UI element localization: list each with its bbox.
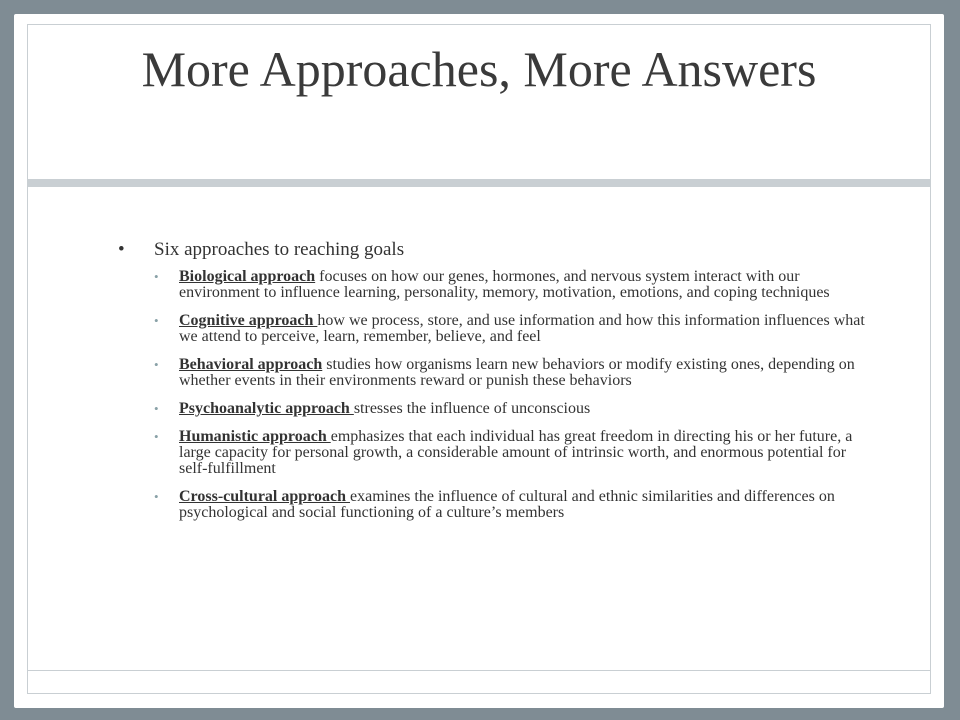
- sub-bullet-icon: •: [154, 357, 159, 372]
- approach-term: Psychoanalytic approach: [179, 400, 354, 417]
- list-item: [154, 401, 878, 417]
- approach-description: examines the influence of cultural and ethnic similarities and differences on psychological and social functioning of a culture’s members: [179, 488, 835, 521]
- sub-bullet-icon: •: [154, 489, 159, 504]
- sub-bullet-icon: •: [154, 401, 159, 416]
- list-item: [154, 489, 878, 521]
- sub-bullet-icon: •: [154, 313, 159, 328]
- sub-bullet-icon: •: [154, 269, 159, 284]
- approach-description: studies how organisms learn new behaviors or modify existing ones, depending on whether events in their environments reward or punish these behaviors: [179, 356, 855, 389]
- list-item: [154, 357, 878, 389]
- approach-description: emphasizes that each individual has great freedom in directing his or her future, a large capacity for personal growth, a considerable amount of intrinsic worth, and enormous potential for self-fulfillment: [179, 428, 853, 477]
- title-band: [28, 25, 930, 187]
- slide-content: [118, 239, 878, 533]
- main-bullet-text: Six approaches to reaching goals: [154, 239, 405, 260]
- slide-frame: [27, 24, 931, 694]
- list-item: [154, 429, 878, 477]
- approach-term: Cross-cultural approach: [179, 488, 350, 505]
- list-item: [154, 313, 878, 345]
- approach-description: focuses on how our genes, hormones, and nervous system interact with our environment to influence learning, personality, memory, motivation, emotions, and coping techniques: [179, 268, 830, 301]
- footer-divider: [28, 670, 930, 671]
- approach-term: Biological approach: [179, 268, 316, 285]
- approach-description: stresses the influence of unconscious: [353, 400, 591, 417]
- bullet-icon: •: [118, 239, 125, 260]
- approach-term: Behavioral approach: [179, 356, 323, 373]
- sub-bullet-icon: •: [154, 429, 159, 444]
- slide-title: More Approaches, More Answers: [141, 41, 817, 97]
- approach-description: how we process, store, and use information and how this information influences what we attend to perceive, learn, remember, believe, and feel: [179, 312, 865, 345]
- list-item: [154, 269, 878, 301]
- slide: [14, 14, 944, 708]
- approach-term: Humanistic approach: [179, 428, 331, 445]
- main-bullet: [118, 239, 878, 261]
- approach-list: [118, 269, 878, 521]
- approach-term: Cognitive approach: [179, 312, 318, 329]
